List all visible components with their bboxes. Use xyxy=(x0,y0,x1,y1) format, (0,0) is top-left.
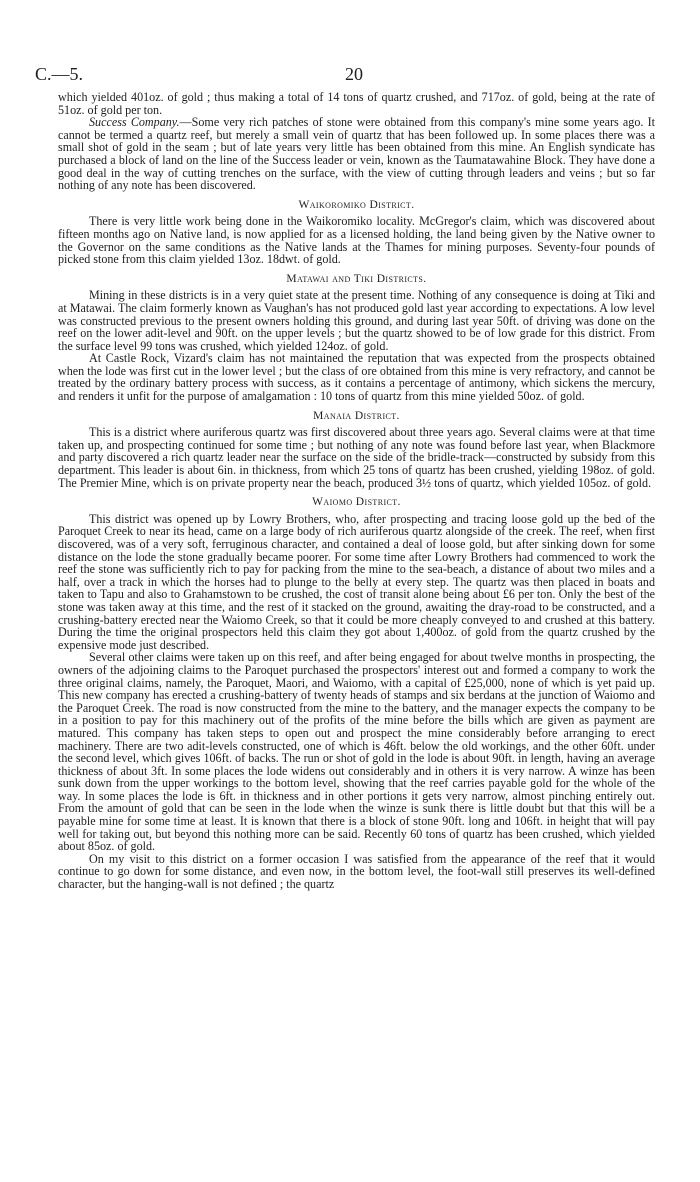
intro-paragraph-2 xyxy=(58,116,655,192)
page-header xyxy=(35,64,655,88)
company-name: Success Company. xyxy=(89,115,180,130)
section-heading-matawai: Matawai and Tiki Districts. xyxy=(286,272,427,285)
intro-paragraph-2-text: —Some very rich patches of stone were obtained from this company's mine some years ago. It cannot be termed a quartz reef, but merely a small vein of quartz that has been followed up. In some places there was a small shot of gold in the seam ; but of late years very little has been obtained from this mine. An English syndicate has purchased a block of land on the line of the Success leader or vein, known as the Taumatawahine Block. They have done a good deal in the way of cutting trenches on the surface, with the view of cutting through leaders and veins ; but so far nothing of any note has been discovered. xyxy=(58,115,655,193)
page-number: 20 xyxy=(345,64,363,84)
waiomo-paragraph-2: Several other claims were taken up on this reef, and after being engaged for about twelve months in prospecting, the owners of the adjoining claims to the Paroquet purchased the prospectors' interest out and formed a company to work the three original claims, namely, the Paroquet, Maori, and Waiomo, with a capital of £25,000, none of which is yet paid up. This new company has erected a crushing-battery of twenty heads of stamps and six berdans at the junction of Waiomo and the Paroquet Creek. The road is now constructed from the mine to the battery, and the manager expects the company to be in a position to pay for this machinery out of the profits of the mine before the bills which are given as payment are matured. This company has taken steps to open out and prospect the mine considerably before arranging to erect machinery. There are two adit-levels constructed, one of which is 46ft. below the old workings, and the other 60ft. under the second level, which gives 106ft. of backs. The run or shot of gold in the lode is about 90ft. in length, having an average thickness of about 3ft. In some places the lode widens out considerably and in others it is very narrow. A winze has been sunk down from the upper workings to the bottom level, showing that the reef carries payable gold for the whole of the way. In some places the lode is 6ft. in thickness and in other portions it gets very narrow, almost pinching entirely out. From the amount of gold that can be seen in the lode when the winze is sunk there is little doubt but that this will be a payable mine for some time at least. It is known that there is a block of stone 90ft. long and 106ft. in height that will pay well for taking out, but beyond this nothing more can be said. Recently 60 tons of quartz has been crushed, which yielded about 85oz. of gold. xyxy=(58,650,655,854)
waikoromiko-paragraph-1: There is very little work being done in the Waikoromiko locality. McGregor's claim, which was discovered about fifteen months ago on Native land, is now applied for as a licensed holding, the land being given by the Native owner to the Governor on the same conditions as the Native lands at the Thames for mining purposes. Seventy-four pounds of picked stone from this claim yielded 13oz. 18dwt. of gold. xyxy=(58,214,655,267)
matawai-paragraph-1: Mining in these districts is in a very quiet state at the present time. Nothing of any consequence is doing at Tiki and at Matawai. The claim formerly known as Vaughan's has not produced gold last year according to expectations. A low level was constructed previous to the present owners holding this ground, and during last year 50ft. of driving was done on the reef on the lower adit-level and 90ft. on the upper levels ; but the quartz showed to be of low grade for this district. From the surface level 99 tons was crushed, which yielded 124oz. of gold. xyxy=(58,288,655,353)
matawai-paragraph-2: At Castle Rock, Vizard's claim has not maintained the reputation that was expected from the prospects obtained when the lode was first cut in the lower level ; but the class of ore obtained from this mine is very refractory, and cannot be treated by the ordinary battery process with success, as it contains a percentage of antimony, which sickens the mercury, and renders it unfit for the purpose of amalgamation : 10 tons of quartz from this mine yielded 50oz. of gold. xyxy=(58,351,655,404)
section-heading-waiomo: Waiomo District. xyxy=(312,496,401,509)
page-body xyxy=(58,91,655,891)
manaia-paragraph-1: This is a district where auriferous quartz was first discovered about three years ago. Several claims were at that time taken up, and prospecting continued for some time ; but nothing of any note was found before last year, when Blackmore and party discovered a rich quartz leader near the surface on the side of the bridle-track—constructed by subsidy from this department. This leader is about 6in. in thickness, from which 25 tons of quartz has been crushed, yielding 198oz. of gold. The Premier Mine, which is on private property near the beach, produced 3½ tons of quartz, which yielded 105oz. of gold. xyxy=(58,425,655,490)
section-heading-waikoromiko: Waikoromiko District. xyxy=(298,198,415,211)
waiomo-paragraph-3: On my visit to this district on a former occasion I was satisfied from the appearance of the reef that it would continue to go down for some distance, and even now, in the bottom level, the foot-wall still preserves its well-defined character, but the hanging-wall is not defined ; the quartz xyxy=(58,851,655,892)
document-code: C.—5. xyxy=(35,64,84,84)
section-heading-manaia: Manaia District. xyxy=(313,409,400,422)
intro-paragraph-1: which yielded 401oz. of gold ; thus making a total of 14 tons of quartz crushed, and 717oz. of gold, being at the rate of 51oz. of gold per ton. xyxy=(58,90,655,117)
waiomo-paragraph-1: This district was opened up by Lowry Brothers, who, after prospecting and tracing loose gold up the bed of the Paroquet Creek to near its head, came on a large body of rich auriferous quartz alongside of the creek. The reef, when first discovered, was of a very soft, ferruginous character, and contained a deal of loose gold, but after sinking down for some distance on the lode the stone gradually became poorer. For some time after Lowry Brothers had commenced to work the reef the stone was sufficiently rich to pay for packing from the mine to the sea-beach, a distance of about two miles and a half, over a track in which the horses had to plunge to the belly at every step. The quartz was then placed in boats and taken to Tapu and also to Grahamstown to be crushed, the cost of transit alone being about £6 per ton. Only the best of the stone was taken away at this time, and the rest of it stacked on the ground, awaiting the dray-road to be constructed, and a crushing-battery erected near the Waiomo Creek, so that it could be more cheaply conveyed to and crushed at this battery. During the time the original prospectors held this claim they got about 1,400oz. of gold from the quartz crushed by the expensive mode just described. xyxy=(58,511,655,652)
